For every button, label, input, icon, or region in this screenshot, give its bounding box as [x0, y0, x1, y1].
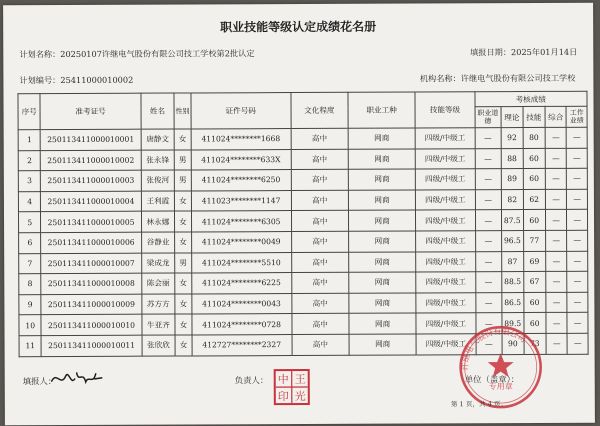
cell-name: 梁成龙 — [141, 253, 175, 274]
header-skill: 技能 — [523, 106, 546, 127]
cell-skill: 60 — [523, 148, 546, 169]
cell-exam-no: 250113411000010007 — [41, 253, 141, 274]
header-job: 职业工种 — [348, 92, 416, 128]
table-row — [18, 210, 587, 233]
cell-gender: 男 — [175, 253, 191, 274]
cell-skill: 67 — [523, 272, 546, 293]
svg-text:专用章: 专用章 — [488, 382, 513, 392]
cell-cert-no: 411024********0728 — [192, 314, 292, 335]
cell-level: 四级/中级工 — [416, 272, 475, 293]
cell-overall: — — [546, 230, 568, 251]
cell-skill: 69 — [523, 251, 546, 272]
cell-ethics: — — [475, 128, 502, 149]
cell-theory: 88.5 — [502, 272, 524, 293]
header-education: 文化程度 — [291, 92, 348, 128]
header-work: 工作业绩 — [566, 106, 587, 127]
cell-seq: 6 — [19, 233, 42, 254]
table-row — [18, 127, 587, 150]
header-scores: 考核成绩 — [474, 91, 587, 106]
cell-edu: 高中 — [291, 272, 348, 293]
svg-text:王: 王 — [294, 372, 306, 387]
cell-edu: 高中 — [291, 128, 348, 149]
cell-exam-no: 250113411000010010 — [41, 315, 141, 336]
page-number: 第 1 页，共 4 页。 — [450, 400, 508, 409]
cell-name: 张俊河 — [141, 170, 175, 191]
cell-name: 谷静业 — [141, 232, 175, 253]
cell-ethics: — — [475, 251, 502, 272]
cell-level: 四级/中级工 — [415, 148, 474, 169]
cell-level: 四级/中级工 — [416, 292, 475, 313]
cell-overall: — — [546, 292, 568, 313]
cell-exam-no: 250113411000010005 — [41, 212, 141, 233]
cell-overall: — — [546, 251, 568, 272]
cell-seq: 9 — [19, 294, 42, 315]
table-row — [19, 230, 588, 253]
cell-level: 四级/中级工 — [416, 231, 475, 252]
cell-theory: 90 — [502, 333, 524, 354]
cell-edu: 高中 — [291, 231, 348, 252]
cell-edu: 高中 — [291, 149, 348, 170]
cell-overall: — — [545, 148, 567, 169]
cell-ethics: — — [475, 231, 502, 252]
cell-ethics: — — [475, 169, 502, 190]
cell-job: 网商 — [348, 169, 415, 190]
score-table — [17, 91, 588, 357]
cell-edu: 高中 — [292, 314, 349, 335]
cell-cert-no: 411024********6305 — [191, 211, 291, 232]
cell-level: 四级/中级工 — [416, 251, 475, 272]
cell-job: 网商 — [349, 252, 416, 273]
cell-overall: — — [545, 169, 567, 190]
cell-seq: 7 — [19, 253, 42, 274]
cell-job: 网商 — [348, 190, 415, 211]
svg-text:许继电气股份有限公司: 许继电气股份有限公司 — [460, 326, 528, 371]
responsible-label: 负责人： — [234, 375, 269, 386]
cell-skill: 60 — [523, 292, 546, 313]
cell-job: 网商 — [349, 313, 416, 334]
cell-work: — — [567, 210, 588, 231]
cell-theory: 92 — [501, 128, 523, 149]
cell-name: 陈会丽 — [141, 273, 175, 294]
cell-cert-no: 411024********633X — [191, 149, 291, 170]
cell-seq: 4 — [18, 191, 41, 212]
cell-cert-no: 411024********5510 — [191, 252, 291, 273]
cell-name: 林永娜 — [141, 211, 175, 232]
table-row — [19, 251, 588, 274]
cell-gender: 男 — [175, 170, 191, 191]
cell-theory: 96.5 — [502, 230, 524, 251]
filler-label: 填报人： — [22, 376, 57, 387]
cell-exam-no: 250113411000010008 — [41, 273, 141, 294]
cell-name: 牛亚齐 — [141, 314, 175, 335]
cell-job: 网商 — [348, 231, 415, 252]
fill-date: 填报日期：2025年01月14日 — [470, 46, 578, 58]
cell-ethics: — — [475, 313, 502, 334]
cell-overall: — — [546, 271, 568, 292]
cell-theory: 86.5 — [502, 292, 524, 313]
cell-job: 网商 — [349, 334, 416, 355]
cell-skill: 60 — [523, 169, 546, 190]
header-level: 技能等级 — [415, 92, 474, 128]
cell-seq: 1 — [18, 130, 41, 151]
cell-work: — — [567, 168, 588, 189]
cell-overall: — — [546, 313, 568, 334]
cell-theory: 87 — [502, 251, 524, 272]
cell-gender: 女 — [175, 294, 191, 315]
cell-work: — — [567, 127, 588, 148]
cell-level: 四级/中级工 — [415, 128, 474, 149]
cell-theory: 89.5 — [502, 313, 524, 334]
cell-level: 四级/中级工 — [416, 169, 475, 190]
cell-gender: 女 — [175, 232, 191, 253]
cell-skill: 60 — [523, 313, 546, 334]
table-row — [19, 292, 588, 315]
header-ethics: 职业道德 — [475, 107, 502, 128]
cell-work: — — [567, 333, 588, 354]
cell-name: 王利霞 — [141, 191, 175, 212]
cell-exam-no: 250113411000010004 — [41, 191, 141, 212]
svg-text:印: 印 — [277, 390, 289, 404]
cell-ethics: — — [475, 189, 502, 210]
cell-seq: 8 — [19, 274, 42, 295]
header-name: 姓名 — [141, 93, 175, 129]
cell-job: 网商 — [349, 272, 416, 293]
svg-text:中: 中 — [277, 373, 289, 387]
table-row — [18, 148, 587, 171]
cell-ethics: — — [475, 272, 502, 293]
cell-work: — — [567, 292, 588, 313]
cell-gender: 女 — [175, 314, 191, 335]
cell-level: 四级/中级工 — [416, 334, 475, 355]
cell-seq: 2 — [18, 150, 41, 171]
cell-seq: 11 — [19, 336, 42, 357]
cell-exam-no: 250113411000010001 — [41, 129, 141, 150]
document-page — [3, 3, 595, 426]
cell-work: — — [567, 271, 588, 292]
cell-edu: 高中 — [291, 211, 348, 232]
cell-name: 苏方方 — [141, 294, 175, 315]
cell-theory: 82 — [501, 189, 523, 210]
cell-cert-no: 411024********1668 — [191, 129, 291, 150]
header-cert-no: 证件号码 — [191, 93, 291, 129]
cell-skill: 73 — [524, 333, 547, 354]
cell-ethics: — — [475, 292, 502, 313]
cell-level: 四级/中级工 — [416, 313, 475, 334]
cell-seq: 3 — [18, 171, 41, 192]
personal-chop-stamp — [273, 368, 311, 406]
cell-cert-no: 411024********0049 — [191, 232, 291, 253]
table-row — [18, 168, 587, 191]
cell-skill: 80 — [523, 127, 546, 148]
header-theory: 理论 — [501, 107, 523, 128]
cell-exam-no: 250113411000010011 — [41, 335, 141, 356]
cell-seq: 10 — [19, 315, 42, 336]
cell-work: — — [567, 148, 588, 169]
cell-edu: 高中 — [291, 169, 348, 190]
cell-edu: 高中 — [291, 252, 348, 273]
filler-signature — [49, 367, 105, 389]
cell-work: — — [567, 251, 588, 272]
cell-edu: 高中 — [292, 334, 349, 355]
cell-cert-no: 411023********1147 — [191, 190, 291, 211]
cell-skill: 77 — [523, 230, 546, 251]
cell-cert-no: 411024********6250 — [191, 170, 291, 191]
cell-gender: 女 — [175, 211, 191, 232]
cell-edu: 高中 — [291, 190, 348, 211]
header-exam-no: 准考证号 — [40, 93, 140, 129]
cell-gender: 女 — [175, 335, 191, 356]
cell-name: 张欣欣 — [142, 335, 176, 356]
table-row — [18, 189, 587, 212]
cell-seq: 5 — [18, 212, 41, 233]
cell-overall: — — [545, 210, 567, 231]
cell-gender: 女 — [175, 191, 191, 212]
plan-name: 计划名称：20250107许继电气股份有限公司技工学校第2批认定 — [19, 48, 255, 60]
cell-overall: — — [546, 333, 568, 354]
cell-theory: 87.5 — [502, 210, 524, 231]
cell-gender: 女 — [174, 129, 190, 150]
cell-name: 唐静文 — [141, 129, 175, 150]
cell-level: 四级/中级工 — [416, 190, 475, 211]
cell-theory: 89 — [501, 169, 523, 190]
cell-gender: 女 — [175, 273, 191, 294]
cell-cert-no: 412727********2327 — [192, 334, 292, 355]
table-row — [19, 271, 588, 294]
cell-job: 网商 — [349, 293, 416, 314]
plan-number: 计划编号：25411000010002 — [19, 74, 134, 86]
cell-job: 网商 — [348, 128, 415, 149]
unit-seal-label: 单位（盖章）： — [464, 374, 520, 385]
header-seq: 序号 — [18, 94, 41, 130]
cell-work: — — [567, 230, 588, 251]
cell-ethics: — — [475, 148, 502, 169]
cell-overall: — — [545, 127, 567, 148]
svg-text:光: 光 — [294, 389, 306, 404]
cell-exam-no: 250113411000010009 — [41, 294, 141, 315]
document-title: 职业技能等级认定成绩花名册 — [220, 19, 377, 35]
cell-theory: 88 — [501, 148, 523, 169]
cell-job: 网商 — [348, 210, 415, 231]
cell-overall: — — [545, 189, 567, 210]
cell-ethics: — — [476, 334, 503, 355]
cell-work: — — [567, 313, 588, 334]
cell-skill: 62 — [523, 189, 546, 210]
cell-work: — — [567, 189, 588, 210]
cell-skill: 60 — [523, 210, 546, 231]
cell-job: 网商 — [348, 149, 415, 170]
org-name: 机构名称：许继电气股份有限公司技工学校 — [419, 72, 576, 84]
cell-ethics: — — [475, 210, 502, 231]
cell-exam-no: 250113411000010003 — [41, 170, 141, 191]
cell-cert-no: 411024********0043 — [191, 293, 291, 314]
header-gender: 性别 — [174, 93, 190, 129]
cell-level: 四级/中级工 — [416, 210, 475, 231]
cell-exam-no: 250113411000010002 — [41, 150, 141, 171]
cell-edu: 高中 — [292, 293, 349, 314]
cell-cert-no: 411024********6225 — [191, 273, 291, 294]
cell-gender: 男 — [174, 150, 190, 171]
header-overall: 综合 — [545, 106, 567, 127]
cell-name: 张永锋 — [141, 150, 175, 171]
cell-exam-no: 250113411000010006 — [41, 232, 141, 253]
